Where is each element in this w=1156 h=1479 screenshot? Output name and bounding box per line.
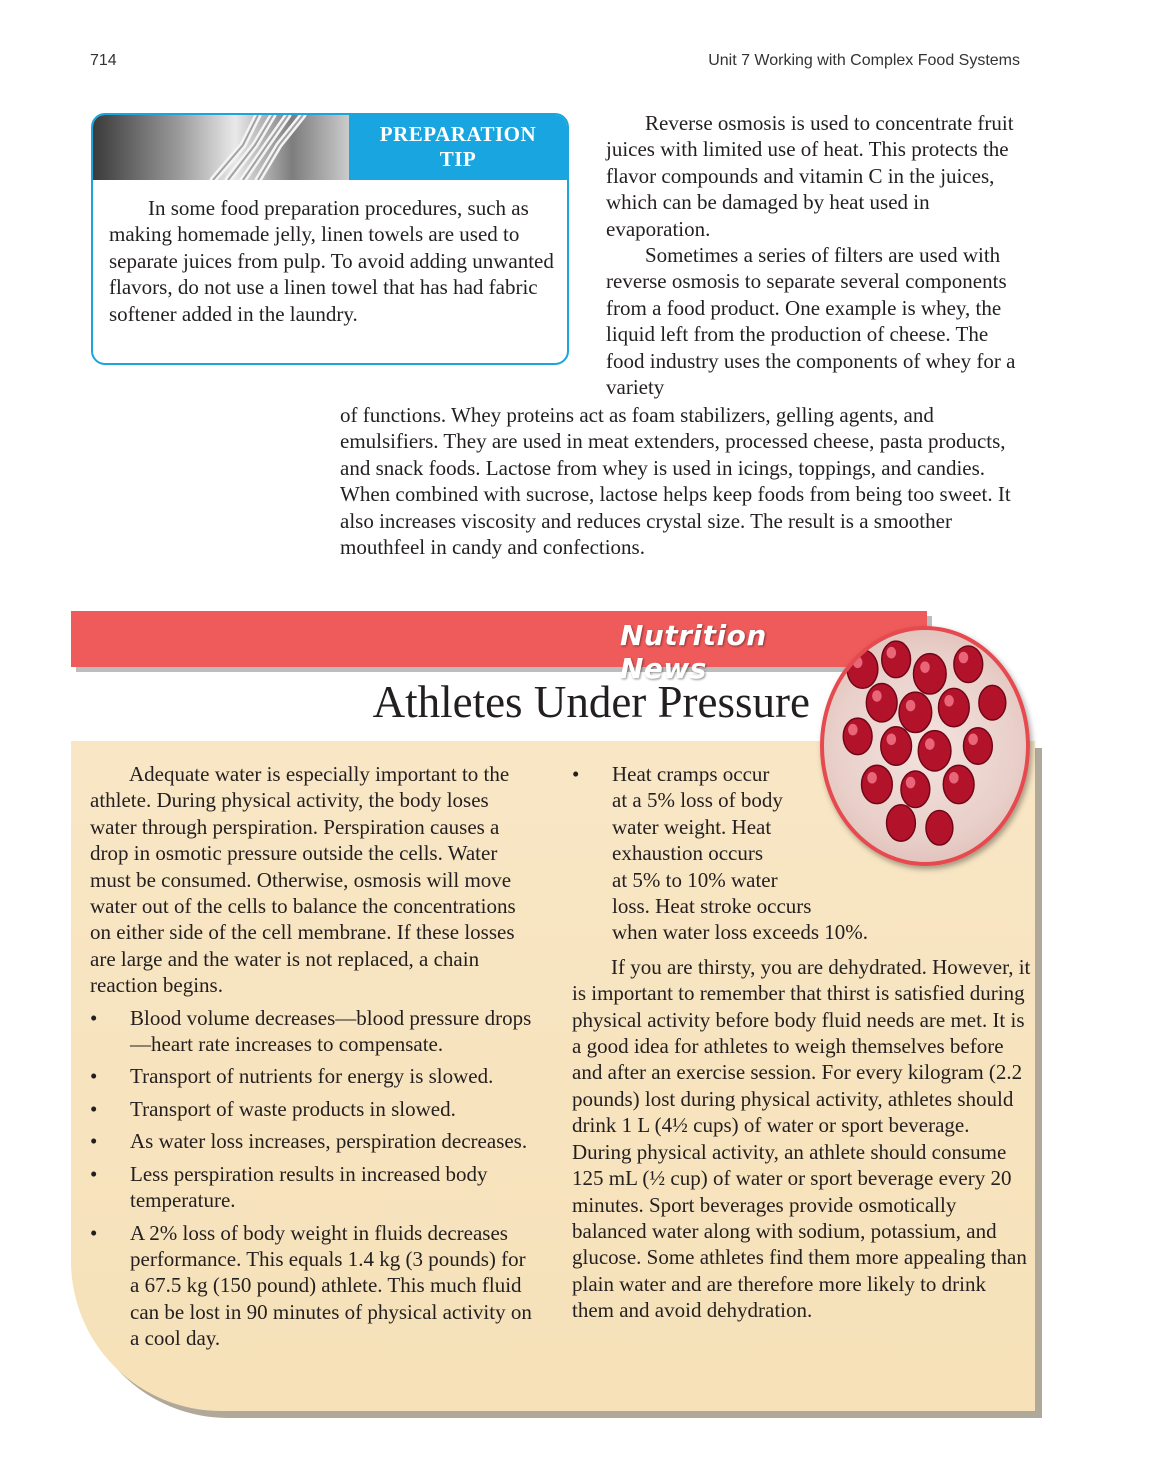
body-paragraph-2: Sometimes a series of filters are used with reverse osmosis to separate several components from a food product. One example is whey, the liquid left from the production of cheese. The food industry uses the components of whey for a variety — [606, 243, 1016, 400]
list-item: • Transport of waste products in slowed. — [90, 1096, 540, 1122]
feature-intro: Adequate water is especially important to the athlete. During physical activity, the body loses water through perspiration. Perspiration causes a drop in osmotic pressure outside the cells. Water must be consumed. Otherwise, osmosis will move water out of the cells to balance the concentrations on either side of the cell membrane. If these losses are large and the water is not replaced, a chain reaction begins. — [90, 762, 516, 998]
page-number: 714 — [90, 52, 117, 69]
feature-right-column — [572, 761, 1032, 1324]
bullet-line: exhaustion occurs — [612, 841, 764, 866]
preparation-tip-box — [91, 113, 569, 365]
bullet-line: at a 5% loss of body — [612, 788, 783, 813]
body-paragraph-1: Reverse osmosis is used to concentrate fruit juices with limited use of heat. This protects the flavor compounds and vitamin C in the juices, which can be damaged by heat used in evaporation. — [606, 111, 1014, 241]
effects-list — [90, 1005, 540, 1352]
nutrition-news-label: Nutrition News — [620, 619, 767, 685]
list-item: • A 2% loss of body weight in fluids decreases performance. This equals 1.4 kg (3 pounds) for a 67.5 kg (150 pound) athlete. This much fluid can be lost in 90 minutes of physical activity on a cool day. — [90, 1220, 540, 1352]
heat-illness-bullet — [572, 761, 1032, 946]
bullet-line: • Heat cramps occur — [612, 762, 770, 786]
fork-icon — [203, 115, 323, 180]
list-item: • As water loss increases, perspiration decreases. — [90, 1128, 540, 1154]
body-column-right — [606, 110, 1026, 400]
feature-title: Athletes Under Pressure — [372, 677, 810, 727]
tip-title-line2: TIP — [439, 147, 477, 171]
list-item: • Blood volume decreases—blood pressure drops—heart rate increases to compensate. — [90, 1005, 540, 1058]
tip-title-line1: PREPARATION — [379, 122, 537, 146]
list-item: • Less perspiration results in increased body temperature. — [90, 1161, 540, 1214]
bullet-line: water weight. Heat — [612, 814, 772, 839]
list-item: • Transport of nutrients for energy is slowed. — [90, 1063, 540, 1089]
bullet-line: loss. Heat stroke occurs — [612, 894, 812, 919]
feature-closing: If you are thirsty, you are dehydrated. However, it is important to remember that thirst is satisfied during physical activity before body fluid needs are met. It is a good idea for athletes to weigh themselves before and after an exercise session. For every kilogram (2.2 pounds) lost during physical activity, athletes should drink 1 L (4½ cups) of water or sport beverage. During physical activity, an athlete should consume 125 mL (½ cup) of water or sport beverage every 20 minutes. Sport beverages provide osmotically balanced water along with sodium, potassium, and glucose. Some athletes find them more appealing than plain water and are therefore more likely to drink them and avoid dehydration. — [572, 954, 1031, 1323]
bullet-line: when water loss exceeds 10%. — [612, 920, 868, 945]
tip-text: In some food preparation procedures, such as making homemade jelly, linen towels are used to separate juices from pulp. To avoid adding unwanted flavors, do not use a linen towel that has had fabric softener added in the laundry. — [109, 196, 554, 326]
body-paragraph-2-continued: of functions. Whey proteins act as foam stabilizers, gelling agents, and emulsifiers. They are used in meat extenders, processed cheese, pasta products, and snack foods. Lactose from whey is used in icings, toppings, and candies. When combined with sucrose, lactose helps keep foods from being too sweet. It also increases viscosity and reduces crystal size. The result is a smoother mouthfeel in candy and confections. — [340, 403, 1011, 560]
feature-left-column — [90, 761, 540, 1358]
tip-title — [349, 115, 567, 180]
running-head: Unit 7 Working with Complex Food Systems — [708, 52, 1020, 69]
bullet-line: at 5% to 10% water — [612, 867, 778, 892]
